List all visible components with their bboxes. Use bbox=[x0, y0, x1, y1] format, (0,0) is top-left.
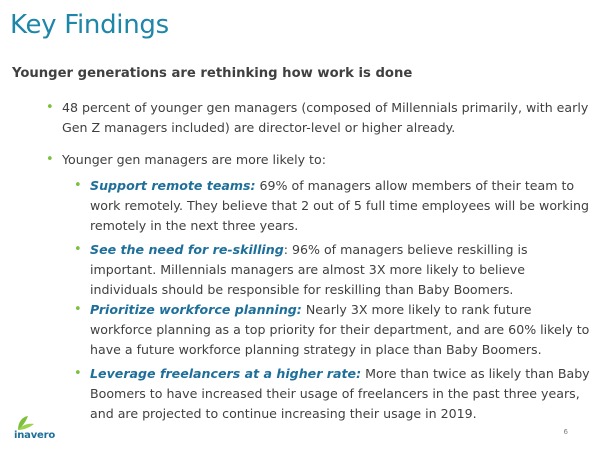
bullet-dot-icon: • bbox=[46, 152, 54, 167]
sub-bullet-item bbox=[74, 240, 590, 300]
sub-bullet-item bbox=[74, 364, 590, 424]
bullet-text: 48 percent of younger gen managers (composed of Millennials primarily, with early Gen Z managers included) are director-level or higher already. bbox=[62, 100, 589, 135]
sub-bullet-text: Nearly 3X more likely to rank future workforce planning as a top priority for their department, and are 60% likely to have a future workforce planning strategy in place than Baby Boomers. bbox=[90, 302, 590, 357]
sub-bullet-lead: See the need for re-skilling bbox=[90, 242, 284, 257]
slide-title: Key Findings bbox=[10, 10, 169, 40]
bullet-item bbox=[46, 150, 582, 170]
sub-bullet-lead: Support remote teams: bbox=[90, 178, 256, 193]
slide-subtitle: Younger generations are rethinking how work is done bbox=[12, 66, 413, 81]
sub-bullet-item bbox=[74, 300, 590, 360]
sub-bullet-lead: Leverage freelancers at a higher rate: bbox=[90, 366, 362, 381]
page-number: 6 bbox=[563, 428, 568, 436]
bullet-dot-icon: • bbox=[74, 178, 82, 193]
sub-bullet-text: More than twice as likely than Baby Boomers to have increased their usage of freelancers in the past three years, and are projected to continue increasing their usage in 2019. bbox=[90, 366, 590, 421]
bullet-dot-icon: • bbox=[46, 100, 54, 115]
logo-text: inavero bbox=[14, 430, 55, 441]
bullet-text: Younger gen managers are more likely to: bbox=[62, 152, 326, 167]
bullet-dot-icon: • bbox=[74, 302, 82, 317]
sub-bullet-text: 69% of managers allow members of their team to work remotely. They believe that 2 out of 5 full time employees will be working remotely in the next three years. bbox=[90, 178, 589, 233]
bullet-dot-icon: • bbox=[74, 242, 82, 257]
bullet-item bbox=[46, 98, 592, 138]
bullet-dot-icon: • bbox=[74, 366, 82, 381]
company-logo bbox=[14, 414, 66, 442]
sub-bullet-lead: Prioritize workforce planning: bbox=[90, 302, 302, 317]
sub-bullet-item bbox=[74, 176, 590, 236]
sub-bullet-text: : 96% of managers believe reskilling is important. Millennials managers are almost 3X more likely to believe individuals should be responsible for reskilling than Baby Boomers. bbox=[90, 242, 528, 297]
